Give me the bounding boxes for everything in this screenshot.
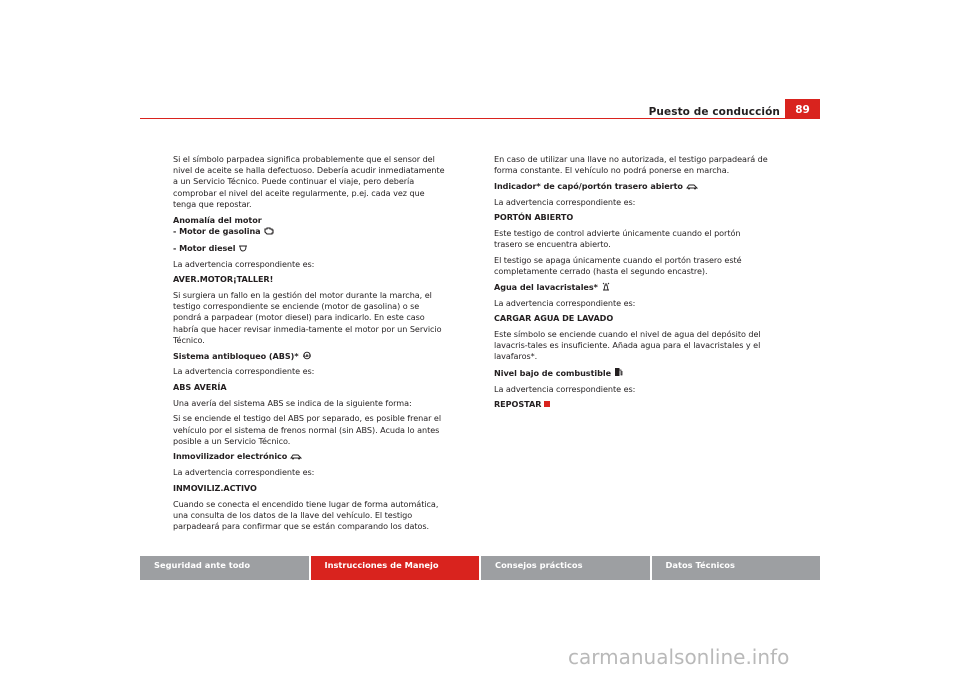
- immobilizer-paragraph: Cuando se conecta el encendido tiene lugar de forma automática, una consulta de los datos de la llave del vehículo. El testigo parpadeará para confirmar que se están comparando los datos.: [173, 498, 439, 531]
- abs-warning-intro: La advertencia correspondiente es:: [173, 366, 315, 377]
- oil-sensor-paragraph: Si el símbolo parpadea significa probablemente que el sensor del nivel de aceite se halla defectuoso. Debería acudir inmediatamente a un Servicio Técnico. Puede continuar el viaje, pero debería comprobar el nivel del aceite regularmente, p.ej. cada vez que tenga que repostar.: [173, 154, 445, 209]
- boot-warning-intro: La advertencia correspondiente es:: [494, 196, 636, 207]
- engine-petrol-line: - Motor de gasolina: [173, 226, 445, 237]
- immobilizer-warning-intro: La advertencia correspondiente es:: [173, 467, 315, 478]
- washer-warning-intro: La advertencia correspondiente es:: [494, 297, 636, 308]
- engine-diesel-line: - Motor diesel: [173, 243, 445, 254]
- washer-paragraph: Este símbolo se enciende cuando el nivel de agua del depósito del lavacris-tales es insuficiente. Añada agua para el lavacristales y el lavafaros*.: [494, 328, 761, 362]
- engine-fault-heading: Anomalía del motor: [173, 214, 262, 225]
- svg-text:ABS: ABS: [302, 353, 311, 358]
- header-rule: [140, 118, 820, 119]
- engine-warning-intro: La advertencia correspondiente es:: [173, 258, 315, 269]
- abs-paragraph-2: Si se enciende el testigo del ABS por separado, es posible frenar el vehículo por el sistema de frenos normal (sin ABS). Acuda lo antes posible a un Servicio Técnico.: [173, 413, 442, 446]
- immobilizer-heading-line: Inmovilizador electrónico: [173, 451, 445, 462]
- boot-warning-text: PORTÓN ABIERTO: [494, 212, 574, 223]
- immobilizer-paragraph-2: En caso de utilizar una llave no autorizada, el testigo parpadeará de forma constante. El vehículo no podrá ponerse en marcha.: [494, 154, 768, 176]
- washer-fluid-icon: [601, 282, 611, 293]
- engine-fault-paragraph: Si surgiera un fallo en la gestión del motor durante la marcha, el testigo correspondiente se enciende (motor de gasolina) o se pondrá a parpadear (motor diesel) para indicarlo. En este caso habría que hacer revisar inmedia-tamente el motor por un Servicio Técnico.: [173, 290, 442, 345]
- page-header-title: Puesto de conducción: [648, 106, 780, 118]
- fuel-warning-text: REPOSTAR: [494, 399, 542, 410]
- tab-consejos-practicos[interactable]: Consejos prácticos: [481, 556, 650, 580]
- boot-paragraph-2: El testigo se apaga únicamente cuando el portón trasero esté completamente cerrado (hasta el segundo encastre).: [494, 254, 742, 277]
- abs-icon: [302, 351, 312, 362]
- engine-petrol-icon: [264, 226, 274, 237]
- boot-paragraph-1: Este testigo de control advierte únicamente cuando el portón trasero se encuentra abierto.: [494, 228, 741, 250]
- fuel-warning-intro: La advertencia correspondiente es:: [494, 383, 636, 394]
- glow-plug-icon: [238, 245, 248, 254]
- abs-heading-line: Sistema antibloqueo (ABS)* ABS: [173, 350, 311, 361]
- abs-warning-text: ABS AVERÍA: [173, 381, 227, 392]
- fuel-pump-icon: [614, 367, 623, 379]
- fuel-warning-line: [494, 399, 770, 410]
- page-number-badge: 89: [785, 99, 820, 119]
- left-column: [173, 154, 445, 537]
- immobilizer-warning-text: INMOVILIZ.ACTIVO: [173, 482, 257, 493]
- car-boot-icon: [686, 183, 698, 192]
- washer-heading-line: Agua del lavacristales*: [494, 282, 770, 293]
- abs-paragraph-1: Una avería del sistema ABS se indica de la siguiente forma:: [173, 397, 412, 408]
- chapter-tabs: [140, 556, 820, 580]
- tab-datos-tecnicos[interactable]: Datos Técnicos: [652, 556, 821, 580]
- section-end-marker: [544, 401, 550, 407]
- car-key-icon: [290, 453, 302, 462]
- watermark-text: carmanualsonline.info: [568, 645, 790, 669]
- tab-instrucciones-de-manejo[interactable]: Instrucciones de Manejo: [311, 556, 480, 580]
- right-column: [494, 154, 770, 415]
- fuel-heading-line: Nivel bajo de combustible: [494, 367, 770, 379]
- engine-warning-text: AVER.MOTOR¡TALLER!: [173, 274, 274, 285]
- washer-warning-text: CARGAR AGUA DE LAVADO: [494, 313, 614, 324]
- boot-open-heading-line: Indicador* de capó/portón trasero abierto: [494, 181, 770, 192]
- tab-seguridad-ante-todo[interactable]: Seguridad ante todo: [140, 556, 309, 580]
